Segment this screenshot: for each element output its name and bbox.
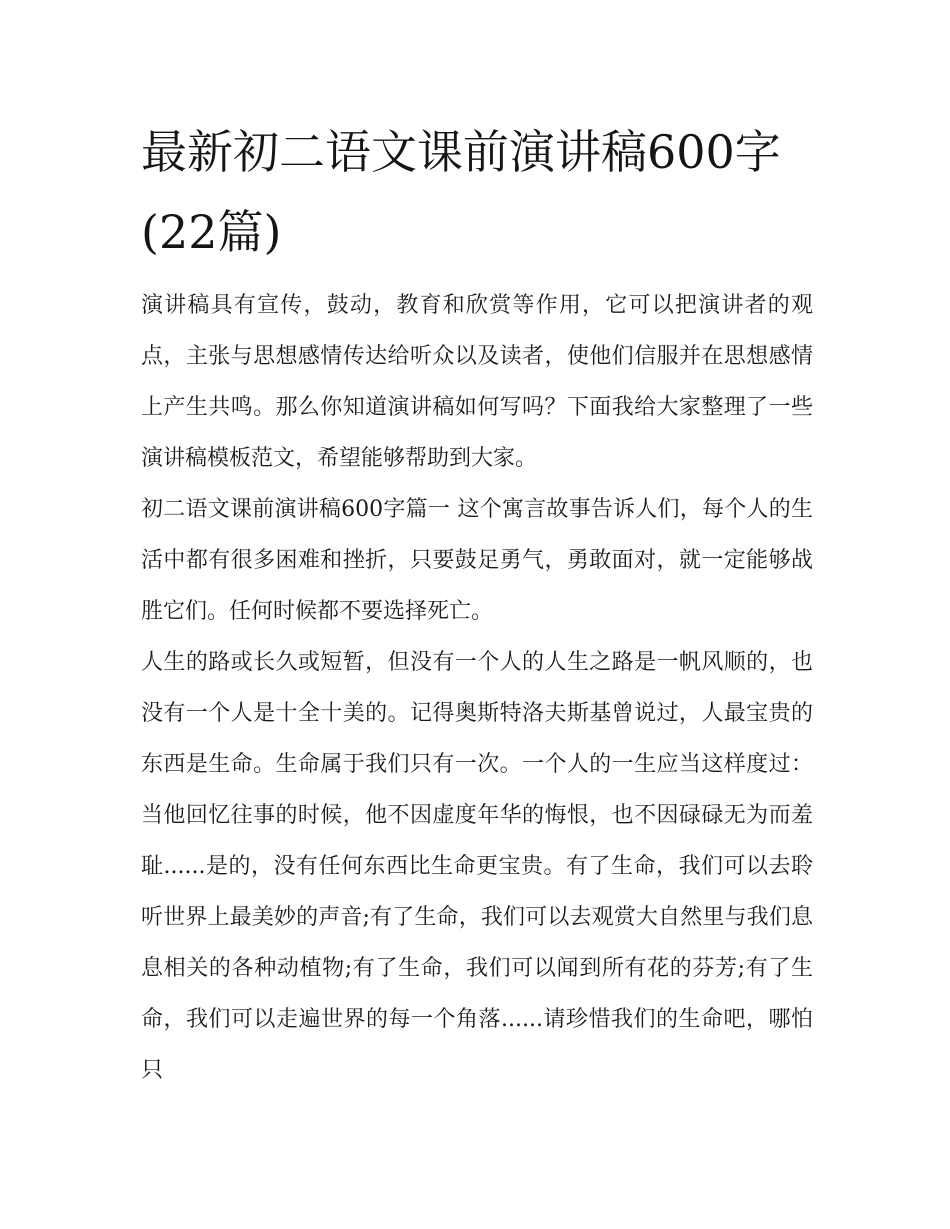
- life-paragraph: 人生的路或长久或短暂，但没有一个人的人生之路是一帆风顺的，也没有一个人是十全十美的。记得奥斯特洛夫斯基曾说过，人最宝贵的东西是生命。生命属于我们只有一次。一个人的一生应当这样度过：当他回忆往事的时候，他不因虚度年华的悔恨，也不因碌碌无为而羞耻......是的，没有任何东西比生命更宝贵。有了生命，我们可以去聆听世界上最美妙的声音;有了生命，我们可以去观赏大自然里与我们息息相关的各种动植物;有了生命，我们可以闻到所有花的芬芳;有了生命，我们可以走遍世界的每一个角落......请珍惜我们的生命吧，哪怕只: [141, 650, 813, 1083]
- intro-paragraph: 演讲稿具有宣传，鼓动，教育和欣赏等作用，它可以把演讲者的观点，主张与思想感情传达给听众以及读者，使他们信服并在思想感情上产生共鸣。那么你知道演讲稿如何写吗？下面我给大家整理了一些演讲稿模板范文，希望能够帮助到大家。: [141, 293, 813, 471]
- document-body: [141, 112, 813, 1096]
- document-title: 最新初二语文课前演讲稿600字(22篇): [141, 125, 781, 259]
- section-one-paragraph: 初二语文课前演讲稿600字篇一 这个寓言故事告诉人们，每个人的生活中都有很多困难和挫折，只要鼓足勇气，勇敢面对，就一定能够战胜它们。任何时候都不要选择死亡。: [141, 497, 813, 624]
